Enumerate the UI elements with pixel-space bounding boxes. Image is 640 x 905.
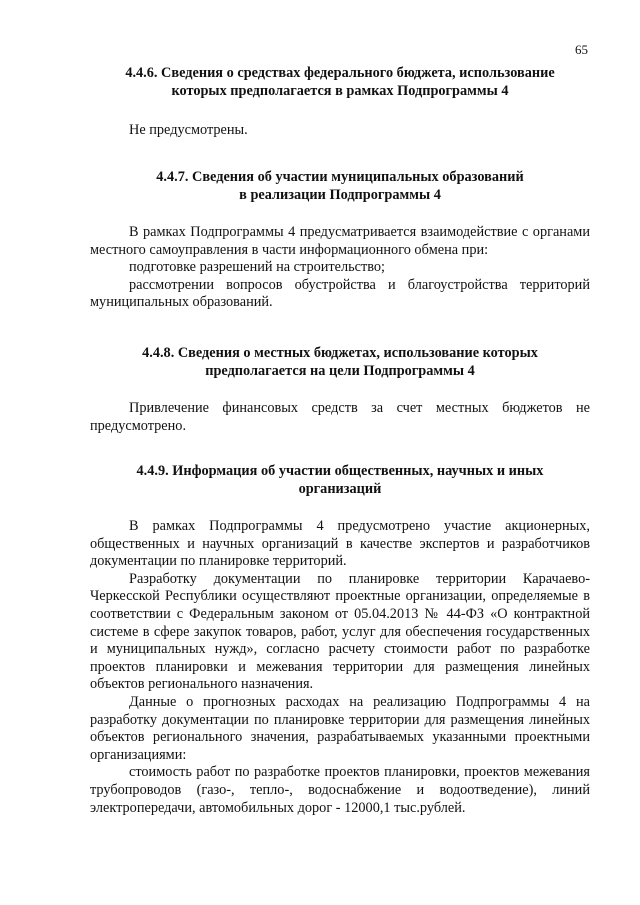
section-heading: 4.4.7. Сведения об участии муниципальных образований в реализации Подпрограммы 4	[156, 169, 524, 203]
paragraph: Разработку документации по планировке территории Карачаево-Черкесской Республики осуществляют проектные организации, определяемые в соответствии с Федеральным законом от 05.04.2013 № 44-ФЗ «О контрактной системе в сфере закупок товаров, работ, услуг для обеспечения государственных и муниципальных нужд», согласно расчету стоимости работ по разработке проектов планировки и межевания территории для размещения линейных объектов регионального назначения.	[90, 570, 590, 693]
paragraph: Привлечение финансовых средств за счет местных бюджетов не предусмотрено.	[90, 400, 590, 434]
section-4-4-8	[90, 344, 590, 435]
page-number: 65	[575, 42, 588, 57]
section-4-4-6	[90, 64, 590, 140]
paragraph: Данные о прогнозных расходах на реализацию Подпрограммы 4 на разработку документации по планировке территории для размещения линейных объектов регионального значения, разрабатываемых указанными проектными организациями:	[90, 693, 590, 763]
paragraph: подготовке разрешений на строительство;	[129, 259, 386, 276]
section-4-4-7	[90, 168, 590, 312]
section-heading: 4.4.9. Информация об участии общественных, научных и иных организаций	[136, 463, 544, 497]
paragraph: стоимость работ по разработке проектов планировки, проектов межевания трубопроводов (газо-, тепло-, водоснабжение и водоотведение), линий электропередачи, автомобильных дорог - 12000,1 тыс.рублей.	[90, 764, 590, 816]
section-4-4-9	[90, 462, 590, 817]
paragraph: В рамках Подпрограммы 4 предусматривается взаимодействие с органами местного самоуправления в части информационного обмена при:	[90, 224, 590, 258]
paragraph: Не предусмотрены.	[129, 122, 248, 138]
section-heading: 4.4.6. Сведения о средствах федерального бюджета, использование которых предполагается в рамках Подпрограммы 4	[125, 65, 555, 99]
paragraph: В рамках Подпрограммы 4 предусмотрено участие акционерных, общественных и научных организаций в качестве экспертов и разработчиков документации по планировке территорий.	[90, 518, 590, 570]
paragraph: рассмотрении вопросов обустройства и благоустройства территорий муниципальных образований.	[90, 276, 590, 311]
section-heading: 4.4.8. Сведения о местных бюджетах, использование которых предполагается на цели Подпрограммы 4	[142, 345, 538, 379]
